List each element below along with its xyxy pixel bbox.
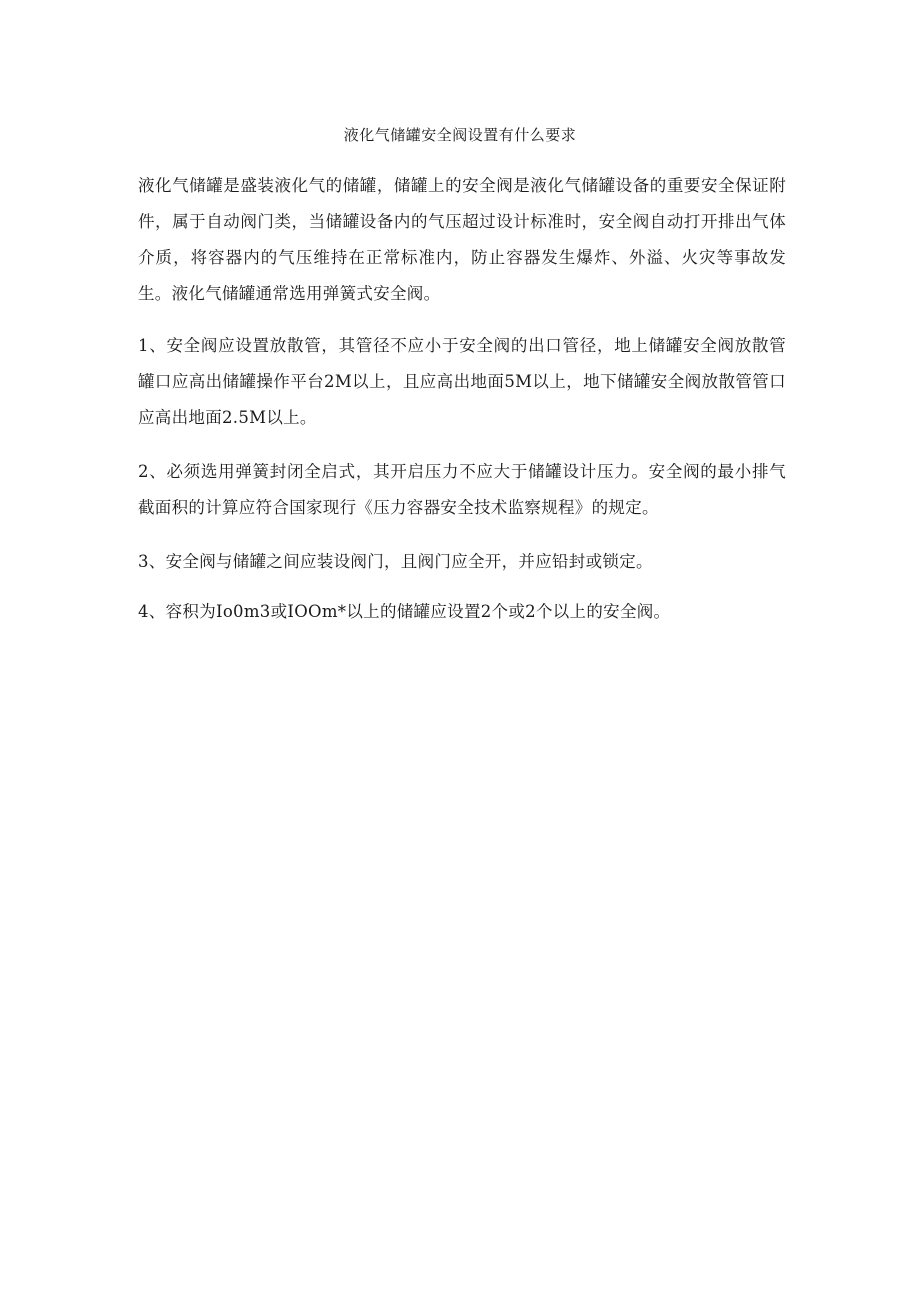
document-title: 液化气储罐安全阀设置有什么要求	[343, 126, 577, 144]
requirement-item-1: 1、安全阀应设置放散管，其管径不应小于安全阀的出口管径，地上储罐安全阀放散管罐口应高出储罐操作平台2M以上，且应高出地面5M以上，地下储罐安全阀放散管管口应高出地面2.5M以上。	[138, 336, 786, 427]
intro-paragraph: 液化气储罐是盛装液化气的储罐，储罐上的安全阀是液化气储罐设备的重要安全保证附件，属于自动阀门类，当储罐设备内的气压超过设计标准时，安全阀自动打开排出气体介质，将容器内的气压维持在正常标准内，防止容器发生爆炸、外溢、火灾等事故发生。液化气储罐通常选用弹簧式安全阀。	[138, 176, 786, 303]
requirement-item-2: 2、必须选用弹簧封闭全启式，其开启压力不应大于储罐设计压力。安全阀的最小排气截面积的计算应符合国家现行《压力容器安全技术监察规程》的规定。	[138, 462, 786, 517]
document-body	[138, 168, 786, 644]
requirement-item-3: 3、安全阀与储罐之间应装设阀门，且阀门应全开，并应铅封或锁定。	[138, 552, 653, 571]
requirement-item-4: 4、容积为Io0m3或IOOm*以上的储罐应设置2个或2个以上的安全阀。	[138, 602, 671, 621]
